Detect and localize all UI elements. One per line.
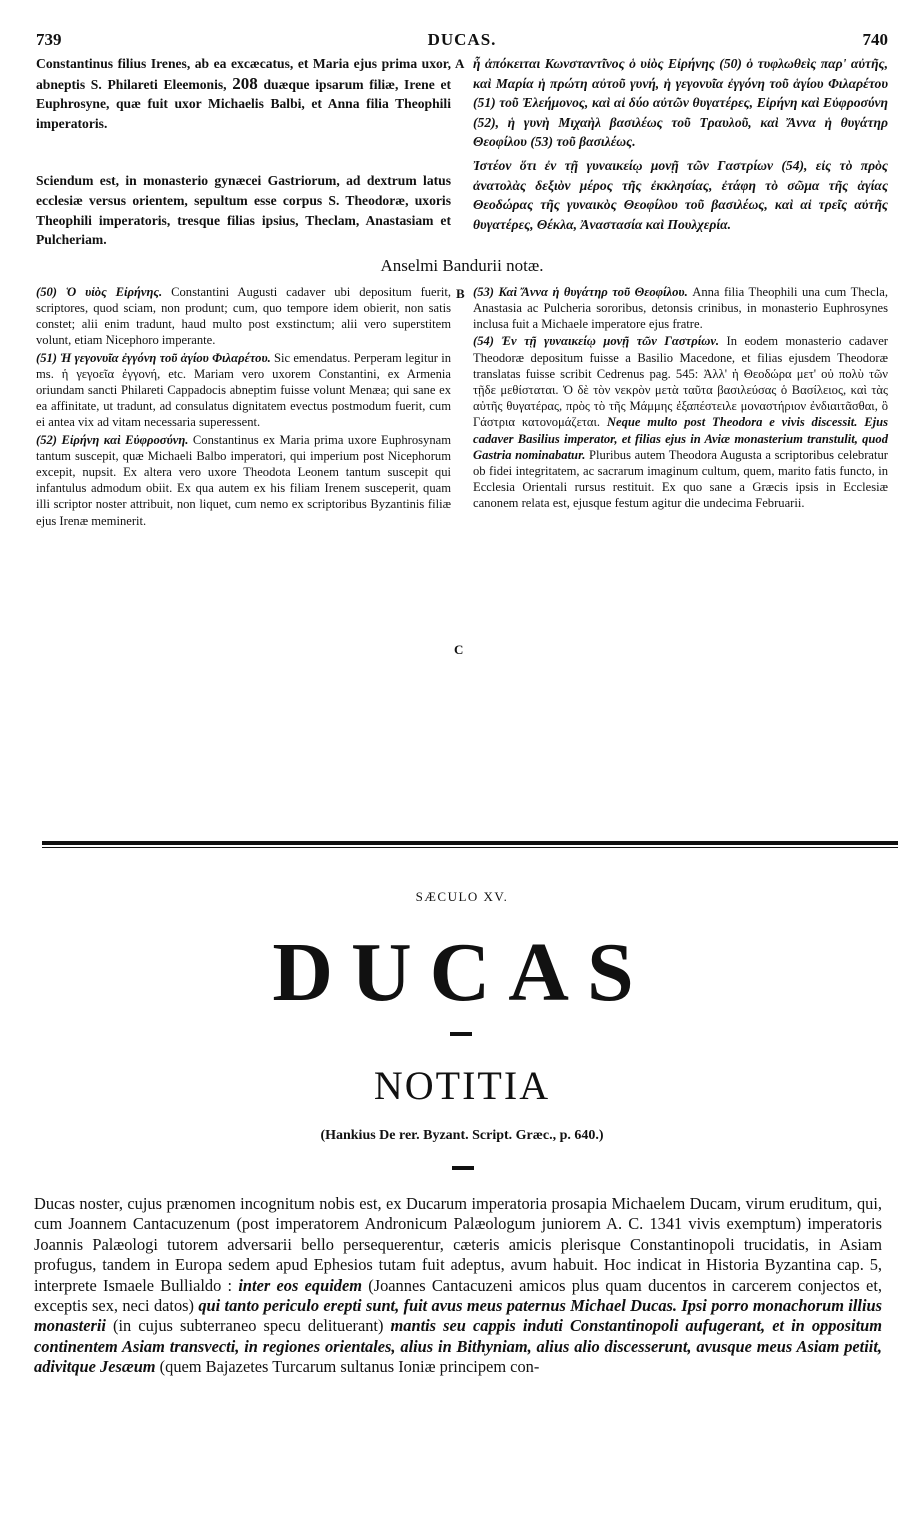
subsection-title: NOTITIA xyxy=(373,1063,551,1108)
running-head xyxy=(36,30,888,54)
note-52: (52) Εἰρήνη καὶ Εὐφροσύνη. Constantinus ex Maria prima uxore Euphrosynam tantum suscepit, quæ Michaeli Balbo imperatori, qui imperium post Nicephorum excepit, nupsit. Ex altera vero uxore Theodota Leonem tantum suscepit qui infantulus admodum obiit. Ex qua autem ex his filiam Irenem susceperit, quam illi scriptor noster attribuit, non liquet, cum nemo ex scriptoribus Byzantinis filiæ ejus Irenæ meminerit. xyxy=(36,432,451,528)
latin-paragraph-2: Sciendum est, in monasterio gynæcei Gastriorum, ad dextrum latus ecclesiæ versus orientem, sepultum esse corpus S. Theodoræ, uxoris Theophili imperatoris, tresque filias ipsius, Theclam, Anastasiam et Pulcheriam. xyxy=(36,173,451,248)
notes-left-column xyxy=(36,284,451,530)
greek-paragraph-2: Ἰστέον ὅτι ἐν τῇ γυναικείῳ μονῇ τῶν Γαστρίων (54), εἰς τὸ πρὸς ἀνατολὰς δεξιὸν μέρος τῆς ἐκκλησίας, ἐτάφη τὸ σῶμα τῆς ἁγίας Θεοδώρας τῆς γυναικὸς Θεοφίλου τοῦ βασιλέως, καὶ αἱ τρεῖς αὐτῆς θυγατέρες, Θέκλα, Ἀναστασία καὶ Πουλχερία. xyxy=(473,157,888,232)
century-label: SÆCULO XV. xyxy=(415,889,509,904)
source-dash xyxy=(452,1166,474,1170)
latin-paragraph-1: Constantinus filius Irenes, ab ea excæcatus, et Maria ejus prima uxor, abneptis S. Philareti Eleemonis, 208 duæque ipsarum filiæ, Irene et Euphrosyne, quæ fuit uxor Michaelis Balbi, et Anna filia Theophili imperatoris. xyxy=(36,56,451,131)
latin-column xyxy=(36,54,451,250)
note-50: (50) Ὁ υἱὸς Εἰρήνης. Constantini Augusti cadaver ubi depositum fuerit, scriptores, quod sciam, non produnt; cum, quo tempore idem obierit, non satis constet; alii enim tradunt, haud multo post exstinctum; alii vero superstitem volunt, etiam Nicephoro imperante. xyxy=(36,284,451,348)
page-number-left: 739 xyxy=(36,30,62,49)
parallel-text xyxy=(36,54,888,250)
upper-page xyxy=(36,30,888,657)
note-54: (54) Ἐν τῇ γυναικείῳ μονῇ τῶν Γαστρίων. In eodem monasterio cadaver Theodoræ depositum fuisse a Basilio Macedone, et filias ejusdem Theodoræ translatas fuisse scribit Cedrenus pag. 545: Ἀλλ' ἡ Θεοδώρα μετ' οὐ πολὺ τῶν τῇδε μεθίσταται. Ὁ δὲ τὸν νεκρὸν μετὰ ταῦτα βασιλεύσας ὁ Βασίλειος, καὶ τὰς αὐτῆς θυγατέρας, πρὸς τὸ τῆς Μάμμης ἐξαπέστειλε μοναστήριον ἐνδιαιτᾶσθαι, ὃ Γάστρια κατονομάζεται. Neque multo post Theodora e vivis discessit. Ejus cadaver Basilius imperator, et filias ejus in Aviæ monasterium transtulit, quod Gastria nominabatur. Pluribus autem Theodora Augusta a scriptoribus celebratur ob fidei integritatem, ac sacrarum imaginum cultum, quem, marito fatis functo, in Ecclesia Orientali rursus restituit. Ex quo sane a Græcis ipsis in Ecclesiæ canonem relata est, ejusque festum agitur die undecima Februarii. xyxy=(473,334,888,511)
marker-c: C xyxy=(454,641,464,657)
page-number-right: 740 xyxy=(862,30,888,49)
notitia-text: Ducas noster, cujus prænomen incognitum nobis est, ex Ducarum imperatoria prosapia Michaelem Ducam, virum eruditum, qui, cum Joannem Cantacuzenum (post imperatorem Andronicum Palæologum juniorem A. C. 1341 vivis exemptum) imperatoris Joannis Palæologi tutorem adversarii bello persequerentur, cæteris amicis plerisque Constantinopoli trucidatis, in Asiam profugus, tandem in Europa sedem apud Ephesios tutam fuit adeptus, avum habuit. Hoc indicat in Historia Byzantina cap. 5, interprete Ismaele Bullialdo : inter eos equidem (Joannes Cantacuzeni amicos plus quam ducentos in carcerem conjectos et, exceptis sex, neci datos) qui tanto periculo erepti sunt, fuit avus meus paternus Michael Ducas. Ipsi porro monachorum illius monasterii (in cujus subterraneo specu delituerant) mantis seu cappis induti Constantinopoli aufugerant, et in oppositum continentem Asiam transvecti, in regiones orientales, alius in Bithyniam, alius alio discesserunt, avusque meus Asiam petiit, adivitque Jesæum (quem Bajazetes Turcarum sultanus Ioniæ principem con- xyxy=(34,1194,883,1377)
column-number: 208 xyxy=(232,73,258,93)
marker-b: B xyxy=(456,285,465,301)
section-title: DUCAS xyxy=(272,926,652,1019)
greek-paragraph-1: ἧ ἀπόκειται Κωνσταντῖνος ὁ υἱὸς Εἰρήνης (50) ὁ τυφλωθεὶς παρ' αὐτῆς, καὶ Μαρία ἡ πρώτη αὐτοῦ γυνή, ἡ γεγονυῖα ἐγγόνη τοῦ ἁγίου Φιλαρέτου (51) τοῦ Ἐλεήμονος, καὶ αἱ δύο αὐτῶν θυγατέρες, Εἰρήνη καὶ Εὐφροσύνη (52), ἡ γυνὴ Μιχαὴλ βασιλέως τοῦ Τραυλοῦ, καὶ Ἄννα ἡ θυγάτηρ Θεοφίλου (53) τοῦ βασιλέως. xyxy=(473,56,888,150)
note-51: (51) Ἡ γεγονυῖα ἐγγόνη τοῦ ἁγίου Φιλαρέτου. Sic emendatus. Perperam legitur in ms. ἡ γεγοεῖα ἐγγονή, etc. Mariam vero uxorem Constantini, ex Armenia oriundam sancti Philareti Cappadocis abneptim fuisse volunt Menæa; qui sane ex ea affinitate, ut tradunt, ad consulatus dignitatem evectus postmodum fuerit, cum ei antea vix ad vitam necessaria superessent. xyxy=(36,350,451,430)
notes-right-column xyxy=(473,284,888,530)
notes-title: Anselmi Bandurii notæ. xyxy=(380,255,544,275)
note-53: (53) Καὶ Ἄννα ἡ θυγάτηρ τοῦ Θεοφίλου. Anna filia Theophili una cum Thecla, Anastasia ac Pulcheria sororibus, detonsis crinibus, in monasterio Euphrosynes inclusa fuit a Michaele imperatore ejus fratre. xyxy=(473,284,888,332)
source-reference: (Hankius De rer. Byzant. Script. Græc., p. 640.) xyxy=(320,1128,604,1143)
marker-a: A xyxy=(455,56,465,71)
title-dash xyxy=(450,1032,472,1036)
running-title: DUCAS. xyxy=(427,30,497,49)
notes-columns xyxy=(36,284,888,657)
section-divider xyxy=(42,841,898,848)
greek-column xyxy=(473,54,888,250)
